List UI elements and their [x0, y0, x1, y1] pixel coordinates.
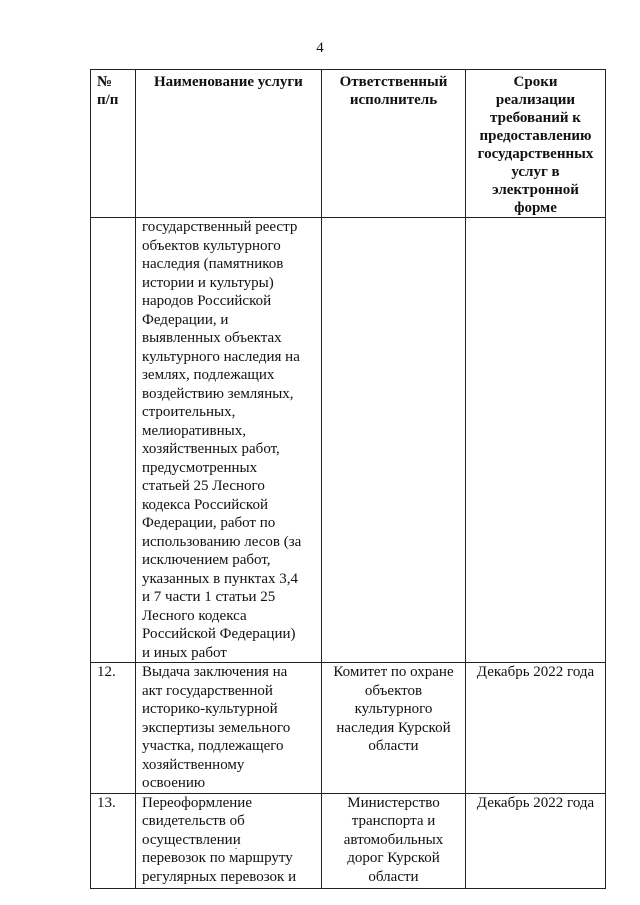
page-number: 4 [316, 40, 324, 56]
header-deadline: Сроки реализации требований к предоставлению государственных услуг в электронной форме [466, 70, 606, 218]
services-table [90, 69, 606, 889]
row-executor-cell: Министерство транспорта и автомобильных дорог Курской области [322, 793, 466, 888]
row-name-cell: Переоформление свидетельств об осуществлении перевозок по маршруту регулярных перевозок и [136, 793, 322, 888]
row-executor-cell [322, 218, 466, 663]
row-deadline-cell: Декабрь 2022 года [466, 793, 606, 888]
table-row [91, 663, 606, 794]
table-row [91, 793, 606, 888]
table-header-row [91, 70, 606, 218]
row-deadline-cell: Декабрь 2022 года [466, 663, 606, 794]
scan-speck [235, 848, 237, 849]
row-name-cell: государственный реестр объектов культурного наследия (памятников истории и культуры) народов Российской Федерации, и выявленных объектах культурного наследия на землях, подлежащих воздействию земляных, строительных, мелиоративных, хозяйственных работ, предусмотренных статьей 25 Лесного кодекса Российской Федерации, работ по использованию лесов (за исключением работ, указанных в пунктах 3,4 и 7 части 1 статьи 25 Лесного кодекса Российской Федерации) и иных работ [136, 218, 322, 663]
table-row [91, 218, 606, 663]
row-deadline-cell [466, 218, 606, 663]
header-service-name: Наименование услуги [136, 70, 322, 218]
row-number-cell: 13. [91, 793, 136, 888]
header-number: № п/п [91, 70, 136, 218]
row-number-cell [91, 218, 136, 663]
row-number-cell: 12. [91, 663, 136, 794]
row-name-cell: Выдача заключения на акт государственной историко-культурной экспертизы земельного участка, подлежащего хозяйственному освоению [136, 663, 322, 794]
header-executor: Ответственный исполнитель [322, 70, 466, 218]
row-executor-cell: Комитет по охране объектов культурного наследия Курской области [322, 663, 466, 794]
